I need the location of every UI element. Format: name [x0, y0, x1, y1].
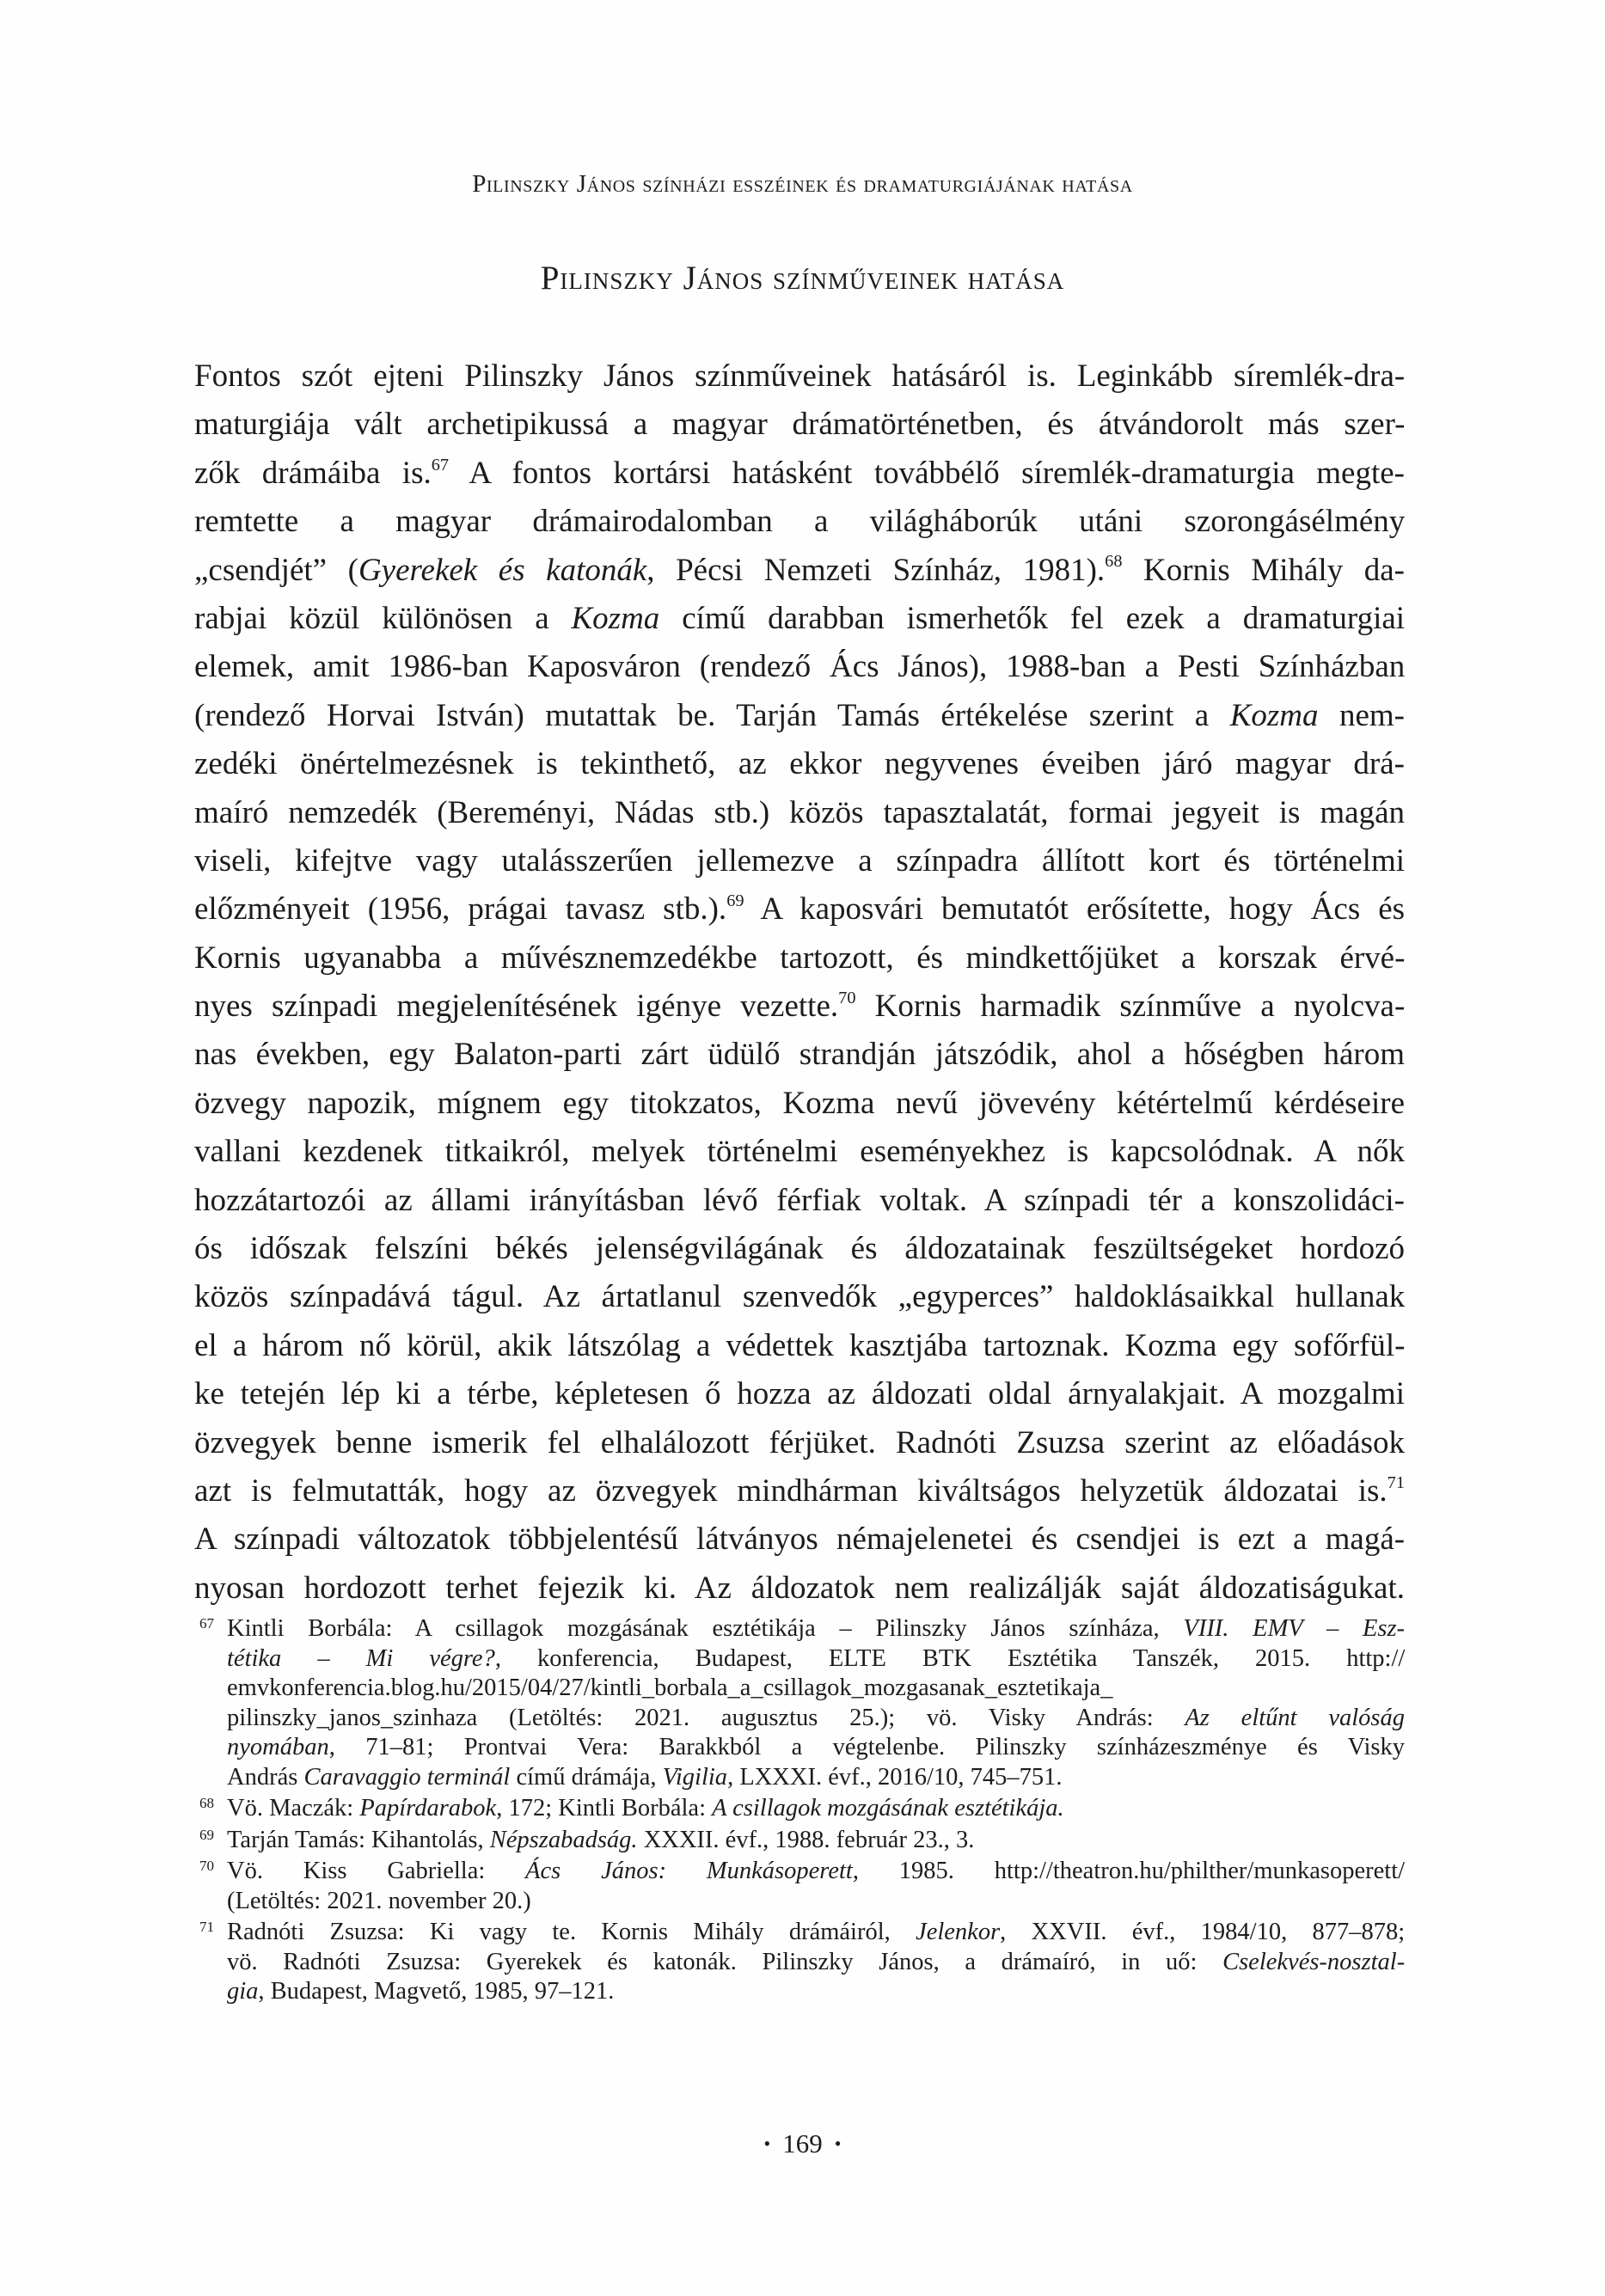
text-run: , 1985. http://theatron.hu/philther/munkasoperett/ [852, 1858, 1406, 1884]
italic-title: Vigilia [662, 1763, 728, 1791]
text-run: „csendjét” ( [194, 552, 358, 588]
body-line [194, 547, 1405, 595]
footnote-line [227, 1977, 1405, 2007]
footnote-number: 69 [199, 1826, 214, 1843]
footnote-reference: 67 [431, 455, 450, 475]
text-run: Kornis ugyanabba a művésznemzedékbe tartozott, és mindkettőjüket a korszak érvé- [194, 940, 1406, 976]
text-run: XXXII. évf., 1988. február 23., 3. [637, 1826, 975, 1853]
text-run: rabjai közül különösen a [194, 600, 572, 636]
italic-title: Cselekvés-nosztal- [1222, 1948, 1406, 1975]
footnote-68 [194, 1794, 1405, 1824]
body-line [194, 1177, 1405, 1225]
footnote-reference: 70 [838, 988, 856, 1007]
text-run: , Pécsi Nemzeti Színház, 1981). [646, 552, 1106, 588]
page-number [0, 2128, 1605, 2162]
body-line [194, 1515, 1405, 1564]
footnote-line [227, 1704, 1405, 1734]
body-line [194, 740, 1405, 788]
text-run: emvkonferencia.blog.hu/2015/04/27/kintli_borbala_a_csillagok_mozgasanak_esztetikaja_ [227, 1675, 1113, 1701]
italic-title: A csillagok mozgásának esztétikája. [712, 1795, 1064, 1821]
text-run: (Letöltés: 2021. november 20.) [227, 1887, 531, 1914]
text-run: maíró nemzedék (Bereményi, Nádas stb.) közös tapasztalatát, formai jegyeit is magán [194, 794, 1405, 830]
footnote-number: 67 [199, 1615, 214, 1632]
text-run: ós időszak felszíni békés jelenségvilágának és áldozatainak feszültségeket hordozó [194, 1231, 1405, 1267]
text-run: A fontos kortársi hatásként továbbélő síremlék-dramaturgia megte- [449, 455, 1405, 491]
text-run: hozzátartozói az állami irányításban lévő férfiak voltak. A színpadi tér a konszolidáci- [194, 1182, 1405, 1218]
footnote-70 [194, 1857, 1405, 1916]
body-paragraph [194, 352, 1405, 1613]
body-line [194, 450, 1405, 498]
text-run: Radnóti Zsuzsa: Ki vagy te. Kornis Mihály drámáiról, [227, 1919, 916, 1945]
footnote-line [227, 1948, 1405, 1978]
text-run: , konferencia, Budapest, ELTE BTK Esztétika Tanszék, 2015. http:// [494, 1644, 1406, 1672]
text-run: özvegy napozik, mígnem egy titokzatos, Kozma nevű jövevény kétértelmű kérdéseire [194, 1085, 1405, 1121]
text-run: remtette a magyar drámairodalomban a világháborúk utáni szorongásélmény [194, 504, 1406, 540]
footnote-line [227, 1614, 1405, 1644]
text-run: nyes színpadi megjelenítésének igénye vezette. [194, 989, 839, 1025]
body-line [194, 692, 1405, 740]
italic-title: Papírdarabok [359, 1795, 497, 1821]
footnote-line [227, 1794, 1405, 1824]
text-run: viseli, kifejtve vagy utalásszerűen jellemezve a színpadra állított kort és történelmi [194, 842, 1405, 879]
body-line [194, 1419, 1405, 1467]
text-run: vallani kezdenek titkaikról, melyek történelmi eseményekhez is kapcsolódnak. A nők [194, 1134, 1405, 1170]
text-run: ke tetején lép ki a térbe, képletesen ő hozza az áldozati oldal árnyalakjait. A mozgalmi [194, 1376, 1405, 1412]
body-line [194, 401, 1405, 449]
footnote-line [227, 1918, 1405, 1948]
italic-title: Az eltűnt valóság [1185, 1704, 1406, 1731]
text-run: A színpadi változatok többjelentésű látványos némajelenetei és csendjei is ezt a magá- [194, 1521, 1406, 1558]
body-line [194, 1080, 1405, 1128]
body-line [194, 983, 1405, 1031]
text-run: , 71–81; Prontvai Vera: Barakkból a végtelenbe. Pilinszky színházeszménye és Visky [328, 1734, 1405, 1760]
italic-title: Ács János: Munkásoperett [525, 1858, 853, 1884]
text-run: közös színpadává tágul. Az ártatlanul szenvedők „egyperces” haldoklásaikkal hullanak [194, 1279, 1406, 1315]
text-run: Kornis harmadik színműve a nyolcva- [855, 989, 1406, 1025]
text-run: című darabban ismerhetők fel ezek a dramaturgiai [659, 600, 1406, 636]
section-title: Pilinszky János színműveinek hatása [540, 260, 1065, 297]
bullet-ornament-right: • [834, 2133, 842, 2154]
footnote-reference: 69 [726, 891, 744, 911]
footnote-71 [194, 1918, 1405, 2007]
body-line [194, 352, 1405, 401]
italic-title: Kozma [571, 600, 660, 636]
footnotes [194, 1614, 1405, 2009]
text-run: elemek, amit 1986-ban Kaposváron (rendező Ács János), 1988-ban a Pesti Színházban [194, 649, 1406, 685]
italic-title: Népszabadság. [489, 1826, 638, 1853]
body-line [194, 1031, 1405, 1079]
italic-title: nyomában [227, 1734, 329, 1760]
body-line [194, 789, 1405, 837]
footnote-reference: 71 [1387, 1473, 1405, 1492]
text-run: A kaposvári bemutatót erősítette, hogy Ács és [744, 891, 1406, 928]
text-run: vö. Radnóti Zsuzsa: Gyerekek és katonák. Pilinszky János, a drámaíró, in uő: [227, 1948, 1223, 1975]
body-line [194, 1225, 1405, 1273]
text-run: nyosan hordozott terhet fejezik ki. Az áldozatok nem realizálják saját áldozatiságukat. [194, 1570, 1405, 1606]
body-line [194, 934, 1405, 983]
bullet-ornament-left: • [763, 2133, 771, 2154]
footnote-number: 71 [199, 1919, 214, 1935]
footnote-number: 68 [199, 1795, 214, 1811]
page-number-value: 169 [782, 2128, 823, 2158]
body-line [194, 1322, 1405, 1370]
body-line [194, 595, 1405, 643]
text-run: Vö. Kiss Gabriella: [227, 1858, 526, 1884]
body-line [194, 837, 1405, 885]
text-run: el a három nő körül, akik látszólag a védettek kasztjába tartoznak. Kozma egy sofőrfül- [194, 1327, 1406, 1363]
text-run: Tarján Tamás: Kihantolás, [227, 1826, 490, 1853]
body-line [194, 885, 1405, 934]
text-run: Vö. Maczák: [227, 1795, 360, 1821]
footnote-reference: 68 [1105, 552, 1123, 572]
body-line [194, 1370, 1405, 1418]
italic-title: Gyerekek és katonák [358, 552, 647, 588]
text-run: nem- [1318, 697, 1405, 733]
body-line [194, 498, 1405, 546]
footnote-line [227, 1674, 1405, 1704]
footnote-67 [194, 1614, 1405, 1792]
italic-title: tétika – Mi végre? [227, 1644, 495, 1672]
italic-title: Kozma [1229, 697, 1319, 733]
body-line [194, 1467, 1405, 1515]
footnote-line [227, 1887, 1405, 1917]
footnote-line [227, 1763, 1405, 1793]
body-line [194, 1128, 1405, 1176]
text-run: zedéki önértelmezésnek is tekinthető, az ekkor negyvenes éveiben járó magyar drá- [194, 746, 1405, 782]
text-run: előzményeit (1956, prágai tavasz stb.). [194, 891, 727, 928]
footnote-line [227, 1826, 1405, 1856]
text-run: , Budapest, Magvető, 1985, 97–121. [258, 1978, 615, 2005]
italic-title: gia [227, 1978, 259, 2005]
text-run: Kornis Mihály da- [1122, 552, 1405, 588]
text-run: , XXVII. évf., 1984/10, 877–878; [1000, 1919, 1406, 1945]
footnote-69 [194, 1826, 1405, 1856]
text-run: özvegyek benne ismerik fel elhalálozott férjüket. Radnóti Zsuzsa szerint az előadások [194, 1424, 1405, 1460]
text-run: zők drámáiba is. [194, 455, 432, 491]
text-run: Kintli Borbála: A csillagok mozgásának esztétikája – Pilinszky János színháza, [227, 1615, 1184, 1642]
text-run: , LXXXI. évf., 2016/10, 745–751. [727, 1763, 1063, 1791]
running-header: Pilinszky János színházi esszéinek és dramaturgiájának hatása [472, 170, 1133, 198]
italic-title: Caravaggio terminál [303, 1763, 511, 1791]
footnote-number: 70 [199, 1858, 214, 1874]
body-line [194, 1273, 1405, 1321]
footnote-line [227, 1857, 1405, 1887]
text-run: pilinszky_janos_szinhaza (Letöltés: 2021. augusztus 25.); vö. Visky András: [227, 1704, 1185, 1731]
footnote-line [227, 1644, 1405, 1675]
text-run: című drámája, [510, 1763, 663, 1791]
footnote-line [227, 1733, 1405, 1763]
italic-title: VIII. EMV – Esz- [1183, 1615, 1406, 1642]
italic-title: Jelenkor [916, 1919, 1001, 1945]
text-run: maturgiája vált archetipikussá a magyar drámatörténetben, és átvándorolt más szer- [194, 407, 1406, 443]
text-run: András [227, 1763, 304, 1791]
text-run: , 172; Kintli Borbála: [496, 1795, 713, 1821]
text-run: (rendező Horvai István) mutattak be. Tarján Tamás értékelése szerint a [194, 697, 1230, 733]
body-line [194, 643, 1405, 691]
body-line [194, 1564, 1405, 1613]
text-run: azt is felmutatták, hogy az özvegyek mindhárman kiváltságos helyzetük áldozatai is. [194, 1473, 1388, 1509]
text-run: nas években, egy Balaton-parti zárt üdülő strandján játszódik, ahol a hőségben három [194, 1037, 1405, 1073]
text-run: Fontos szót ejteni Pilinszky János színműveinek hatásáról is. Leginkább síremlék-dra- [194, 358, 1406, 394]
